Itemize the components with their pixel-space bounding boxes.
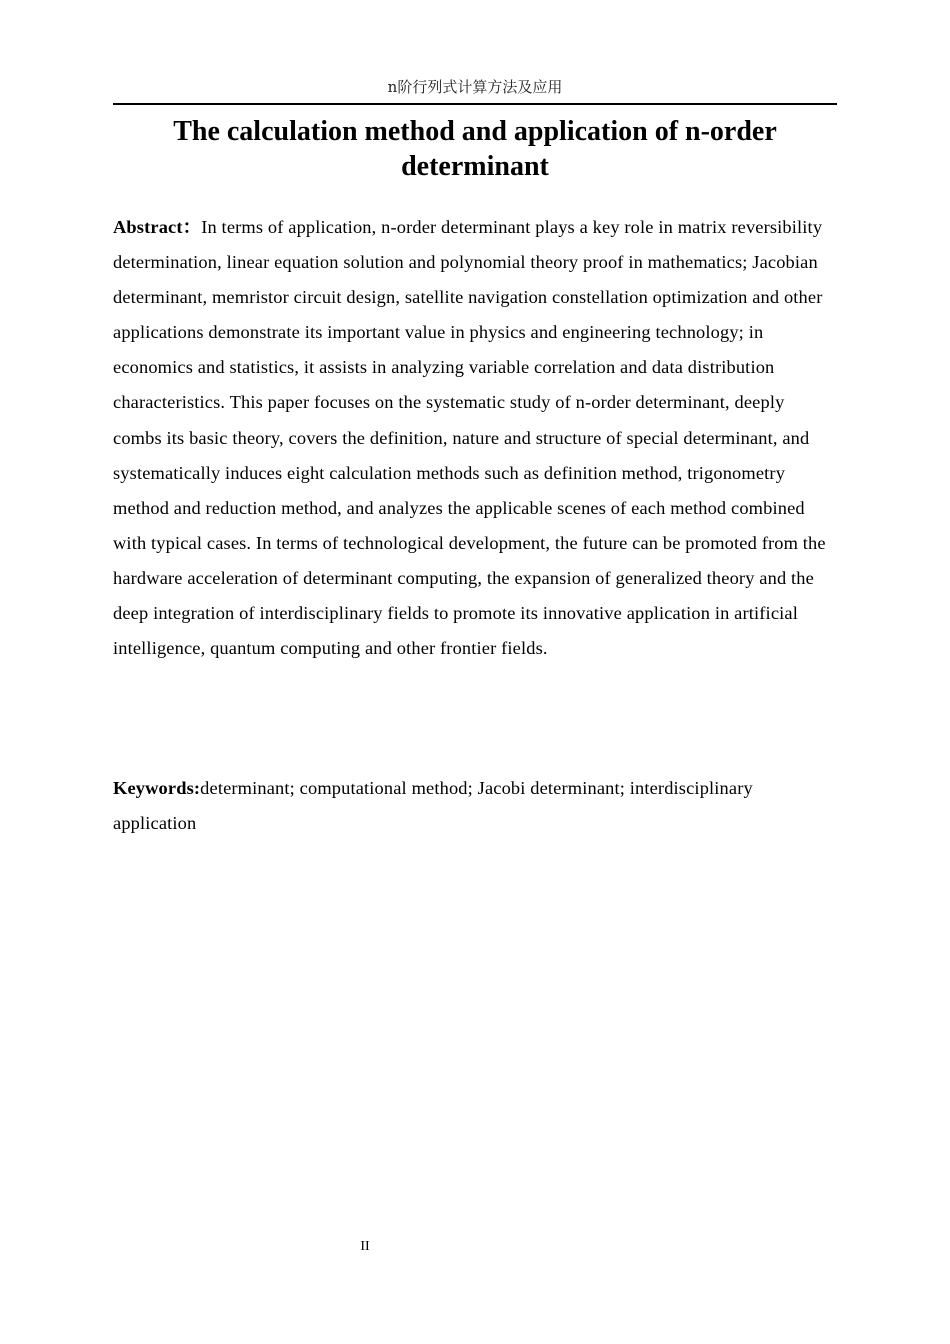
keywords-label: Keywords: xyxy=(113,778,201,798)
page-number: II xyxy=(360,1239,370,1254)
paper-title: The calculation method and application of n-order determinant xyxy=(173,116,777,182)
keywords-paragraph xyxy=(113,771,837,841)
abstract-paragraph xyxy=(113,210,837,666)
keywords-text: determinant; computational method; Jacobi determinant; interdisciplinary application xyxy=(113,778,753,834)
abstract-label: Abstract： xyxy=(113,217,202,237)
abstract-text: In terms of application, n-order determinant plays a key role in matrix reversibility determination, linear equation solution and polynomial theory proof in mathematics; Jacobian determinant, memristor circuit design, satellite navigation constellation optimization and other applications demonstrate its important value in physics and engineering technology; in economics and statistics, it assists in analyzing variable correlation and data distribution characteristics. This paper focuses on the systematic study of n-order determinant, deeply combs its basic theory, covers the definition, nature and structure of special determinant, and systematically induces eight calculation methods such as definition method, trigonometry method and reduction method, and analyzes the applicable scenes of each method combined with typical cases. In terms of technological development, the future can be promoted from the hardware acceleration of determinant computing, the expansion of generalized theory and the deep integration of interdisciplinary fields to promote its innovative application in artificial intelligence, quantum computing and other frontier fields. xyxy=(113,217,826,659)
header-rule xyxy=(113,103,837,105)
running-header: n阶行列式计算方法及应用 xyxy=(387,78,563,96)
